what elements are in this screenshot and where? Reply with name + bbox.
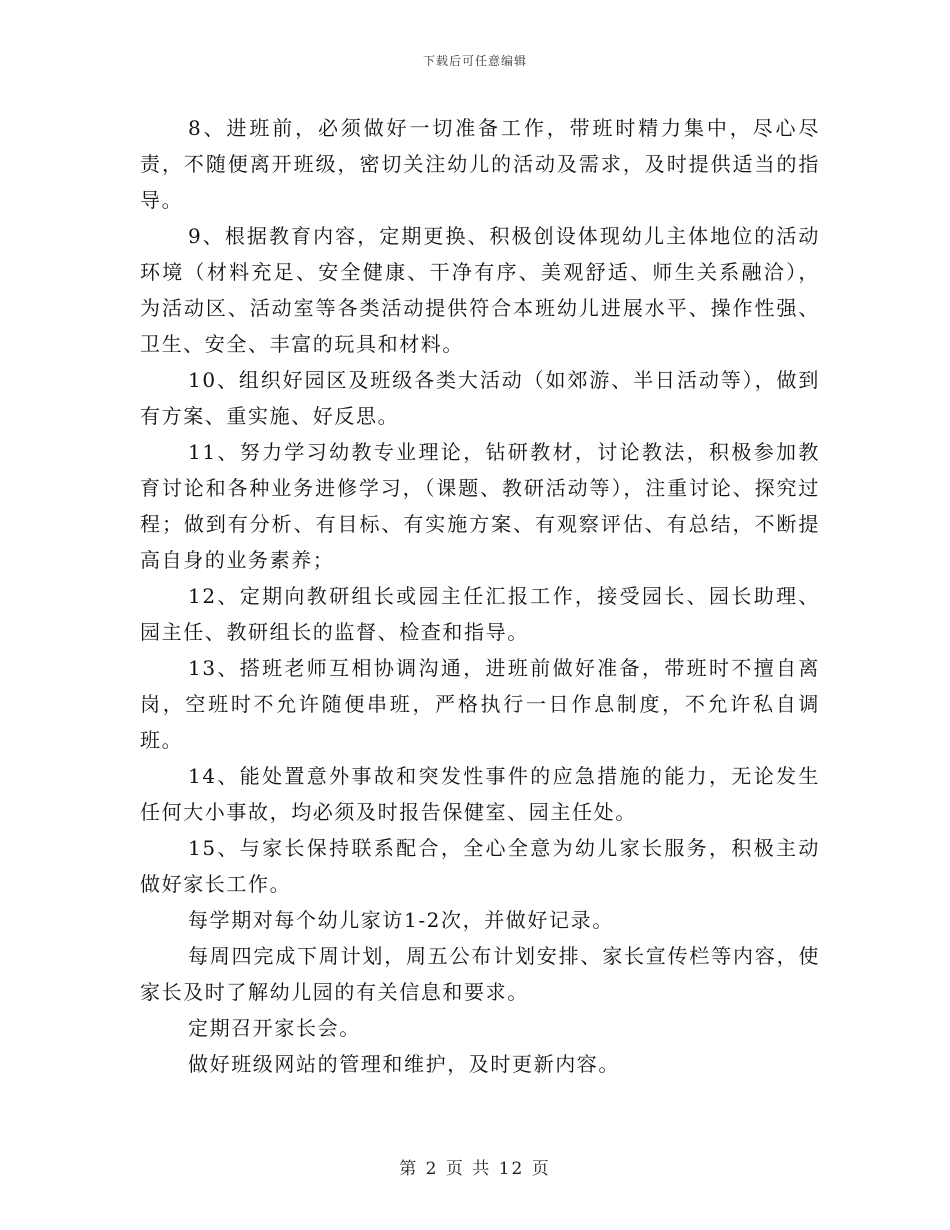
paragraph-item-13: 13、搭班老师互相协调沟通，进班前做好准备，带班时不擅自离岗，空班时不允许随便串班，严格执行一日作息制度，不允许私自调班。 [140, 656, 820, 752]
paragraph-item-12: 12、定期向教研组长或园主任汇报工作，接受园长、园长助理、园主任、教研组长的监督、检查和指导。 [140, 584, 820, 644]
paragraph-parent-meeting: 定期召开家长会。 [188, 1016, 361, 1040]
paragraph-class-website: 做好班级网站的管理和维护，及时更新内容。 [188, 1052, 620, 1076]
paragraph-home-visit: 每学期对每个幼儿家访1-2次，并做好记录。 [188, 908, 614, 932]
document-body [140, 110, 820, 1082]
paragraph-item-11: 11、努力学习幼教专业理论，钻研教材，讨论教法，积极参加教育讨论和各种业务进修学习，（课题、教研活动等），注重讨论、探究过程；做到有分析、有目标、有实施方案、有观察评估、有总结，不断提高自身的业务素养； [140, 440, 820, 572]
paragraph-item-10: 10、组织好园区及班级各类大活动（如郊游、半日活动等），做到有方案、重实施、好反思。 [140, 368, 820, 428]
page-header: 下载后可任意编辑 [422, 54, 527, 68]
paragraph-item-8: 8、进班前，必须做好一切准备工作，带班时精力集中，尽心尽责，不随便离开班级，密切关注幼儿的活动及需求，及时提供适当的指导。 [140, 116, 820, 212]
paragraph-item-15: 15、与家长保持联系配合，全心全意为幼儿家长服务，积极主动做好家长工作。 [140, 836, 820, 896]
paragraph-weekly-plan: 每周四完成下周计划，周五公布计划安排、家长宣传栏等内容，使家长及时了解幼儿园的有关信息和要求。 [140, 944, 820, 1004]
paragraph-item-14: 14、能处置意外事故和突发性事件的应急措施的能力，无论发生任何大小事故，均必须及时报告保健室、园主任处。 [140, 764, 820, 824]
page-number-footer: 第 2 页 共 12 页 [399, 1159, 551, 1179]
paragraph-item-9: 9、根据教育内容，定期更换、积极创设体现幼儿主体地位的活动环境（材料充足、安全健康、干净有序、美观舒适、师生关系融洽），为活动区、活动室等各类活动提供符合本班幼儿进展水平、操作性强、卫生、安全、丰富的玩具和材料。 [140, 224, 820, 356]
